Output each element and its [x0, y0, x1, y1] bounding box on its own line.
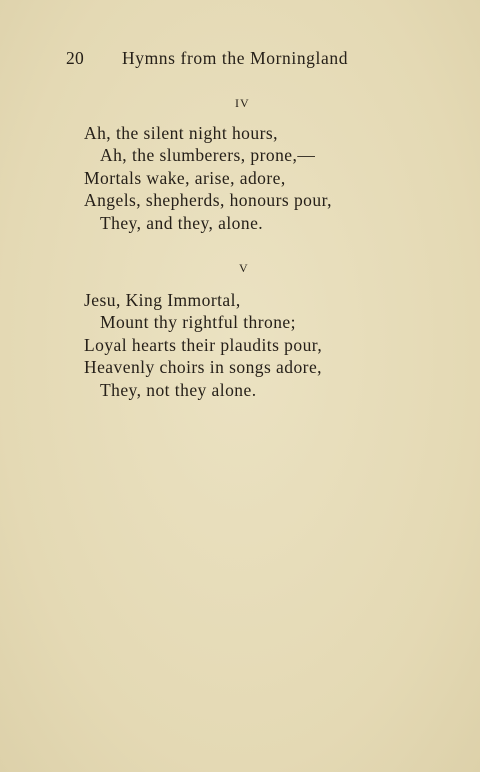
verse-line: Mount thy rightful throne;: [100, 312, 296, 333]
running-head: [66, 48, 370, 70]
verse-line: Ah, the slumberers, prone,—: [100, 145, 316, 166]
verse-line: Heavenly choirs in songs adore,: [84, 357, 322, 378]
verse-line: Ah, the silent night hours,: [84, 123, 278, 143]
verse-line: Angels, shepherds, honours pour,: [84, 190, 332, 211]
stanza-numeral-v: V: [239, 261, 249, 275]
stanza-v: [84, 289, 384, 401]
verse-line: They, and they, alone.: [100, 212, 264, 233]
verse-line: They, not they alone.: [100, 379, 257, 400]
stanza-numeral-iv: IV: [235, 96, 250, 110]
book-title: Hymns from the Morningland: [122, 48, 349, 68]
stanza-iv: [84, 122, 384, 234]
verse-line: Jesu, King Immortal,: [84, 290, 241, 310]
page-number: 20: [66, 48, 85, 68]
verse-line: Mortals wake, arise, adore,: [84, 167, 286, 188]
verse-line: Loyal hearts their plaudits pour,: [84, 334, 323, 355]
